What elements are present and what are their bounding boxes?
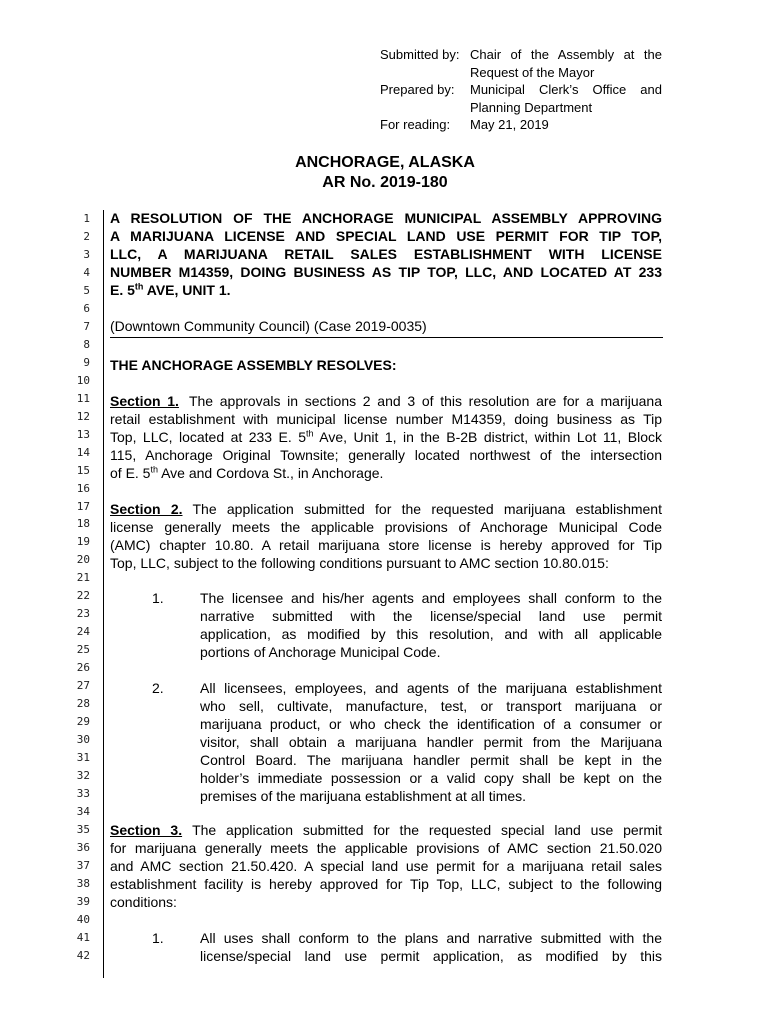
line-number: 13: [76, 427, 90, 441]
section-3-line: conditions:: [110, 894, 177, 910]
condition-line: The licensee and his/her agents and employees shall conform to the: [200, 590, 662, 606]
condition-line: marijuana product, or who check the identification of a consumer or: [200, 716, 662, 732]
resolution-heading-line: E. 5th AVE, UNIT 1.: [110, 281, 231, 298]
document-title-city: ANCHORAGE, ALASKA: [295, 154, 475, 171]
section-2-line: Section 2. The application submitted for the requested marijuana establishment: [110, 501, 662, 517]
line-number: 31: [76, 751, 90, 765]
line-number: 22: [76, 589, 90, 603]
condition-number: 1.: [152, 930, 164, 946]
section-2-line: (AMC) chapter 10.80. A retail marijuana store license is hereby approved for Tip: [110, 537, 662, 553]
section-3-line: Section 3. The application submitted for the requested special land use permit: [110, 822, 662, 838]
resolution-heading-line: A RESOLUTION OF THE ANCHORAGE MUNICIPAL ASSEMBLY APPROVING: [110, 210, 662, 226]
line-number: 18: [76, 517, 90, 531]
resolution-heading-line: A MARIJUANA LICENSE AND SPECIAL LAND USE PERMIT FOR TIP TOP,: [110, 228, 662, 244]
condition-line: narrative submitted with the license/special land use permit: [200, 608, 662, 624]
line-number: 2: [83, 229, 90, 243]
submitted-by-value-cont: Request of the Mayor: [470, 64, 595, 80]
section-1-line: Section 1. The approvals in sections 2 and 3 of this resolution are for a marijuana: [110, 393, 662, 409]
line-number: 24: [76, 625, 90, 639]
resolves-heading: THE ANCHORAGE ASSEMBLY RESOLVES:: [110, 357, 397, 373]
line-number: 33: [76, 787, 90, 801]
line-number: 3: [83, 247, 90, 261]
line-number: 1: [83, 212, 90, 225]
resolution-heading-line: NUMBER M14359, DOING BUSINESS AS TIP TOP, LLC, AND LOCATED AT 233: [110, 264, 662, 280]
section-1-heading: Section 1.: [110, 393, 179, 409]
line-number: 26: [76, 661, 90, 675]
section-2-line: Top, LLC, subject to the following conditions pursuant to AMC section 10.80.015:: [110, 555, 609, 571]
line-number: 10: [76, 373, 90, 387]
condition-line: who sell, cultivate, manufacture, test, or transport marijuana or: [200, 698, 662, 714]
line-number: 14: [76, 445, 90, 459]
line-number: 11: [76, 391, 90, 405]
condition-line: holder’s immediate possession or a valid copy shall be kept on the: [200, 770, 662, 786]
section-2-heading: Section 2.: [110, 501, 183, 517]
line-number: 34: [76, 805, 90, 818]
line-number: 39: [76, 894, 90, 908]
submitted-by-label: Submitted by:: [380, 47, 460, 62]
line-number: 38: [76, 876, 90, 890]
line-number: 12: [76, 409, 90, 423]
left-margin-rule: [103, 210, 104, 978]
section-2-line: license generally meets the applicable provisions of Anchorage Municipal Code: [110, 519, 662, 535]
section-1-line: 115, Anchorage Original Townsite; generally located northwest of the intersection: [110, 447, 662, 463]
condition-line: application, as modified by this resolution, and with all applicable: [200, 626, 662, 642]
line-number: 37: [76, 858, 90, 872]
for-reading-label: For reading:: [380, 117, 451, 132]
prepared-by-value: Municipal Clerk’s Office and: [470, 82, 662, 97]
header-metadata: [380, 46, 662, 134]
section-3-line: and AMC section 21.50.420. A special land use permit for a marijuana retail sales: [110, 858, 662, 874]
line-number: 5: [83, 283, 90, 297]
line-number: 36: [76, 840, 90, 854]
line-number: 17: [76, 499, 90, 513]
line-number: 27: [76, 679, 90, 693]
section-1-line: of E. 5th Ave and Cordova St., in Anchorage.: [110, 464, 384, 481]
line-number: 15: [76, 463, 90, 477]
section-1-line: retail establishment with municipal license number M14359, doing business as Tip: [110, 411, 662, 427]
condition-line: All uses shall conform to the plans and narrative submitted with the: [200, 930, 662, 946]
prepared-by-label: Prepared by:: [380, 82, 455, 97]
section-3-line: establishment facility is hereby approved for Tip Top, LLC, subject to the following: [110, 876, 662, 892]
line-number: 16: [76, 481, 90, 495]
section-3-line: for marijuana generally meets the applicable provisions of AMC section 21.50.020: [110, 840, 662, 856]
condition-line: Control Board. The marijuana handler permit shall be kept in the: [200, 752, 662, 768]
section-3-heading: Section 3.: [110, 822, 183, 838]
condition-number: 1.: [152, 590, 164, 606]
condition-line: portions of Anchorage Municipal Code.: [200, 644, 441, 660]
condition-line: visitor, shall obtain a marijuana handler permit from the Marijuana: [200, 734, 662, 750]
line-number: 41: [76, 930, 90, 944]
council-case-line: (Downtown Community Council) (Case 2019-0035): [110, 318, 427, 334]
line-number: 7: [83, 319, 90, 333]
condition-line: license/special land use permit application, as modified by this: [200, 948, 662, 964]
line-number: 19: [76, 535, 90, 549]
for-reading-value: May 21, 2019: [470, 117, 549, 132]
line-number: 4: [83, 265, 90, 279]
line-number: 32: [76, 769, 90, 783]
condition-line: premises of the marijuana establishment at all times.: [200, 788, 527, 804]
prepared-by-value-cont: Planning Department: [470, 99, 593, 115]
council-underline: [110, 337, 663, 338]
condition-line: All licensees, employees, and agents of the marijuana establishment: [200, 680, 662, 696]
condition-number: 2.: [152, 680, 164, 696]
line-number: 23: [76, 607, 90, 621]
line-number: 30: [76, 733, 90, 747]
submitted-by-value: Chair of the Assembly at the: [470, 47, 662, 62]
line-number: 42: [76, 948, 90, 962]
line-number: 6: [83, 301, 90, 315]
resolution-heading-line: LLC, A MARIJUANA RETAIL SALES ESTABLISHMENT WITH LICENSE: [110, 246, 662, 262]
line-number: 40: [76, 912, 90, 926]
document-title-number: AR No. 2019-180: [322, 174, 448, 191]
line-number: 8: [83, 337, 90, 351]
line-number: 35: [76, 822, 90, 836]
line-number: 28: [76, 697, 90, 711]
line-number: 29: [76, 715, 90, 729]
line-number: 9: [83, 355, 90, 369]
line-number: 20: [76, 553, 90, 567]
section-1-line: Top, LLC, located at 233 E. 5th Ave, Unit 1, in the B-2B district, within Lot 11, Block: [110, 428, 662, 445]
line-number: 25: [76, 643, 90, 657]
line-number: 21: [76, 571, 90, 585]
